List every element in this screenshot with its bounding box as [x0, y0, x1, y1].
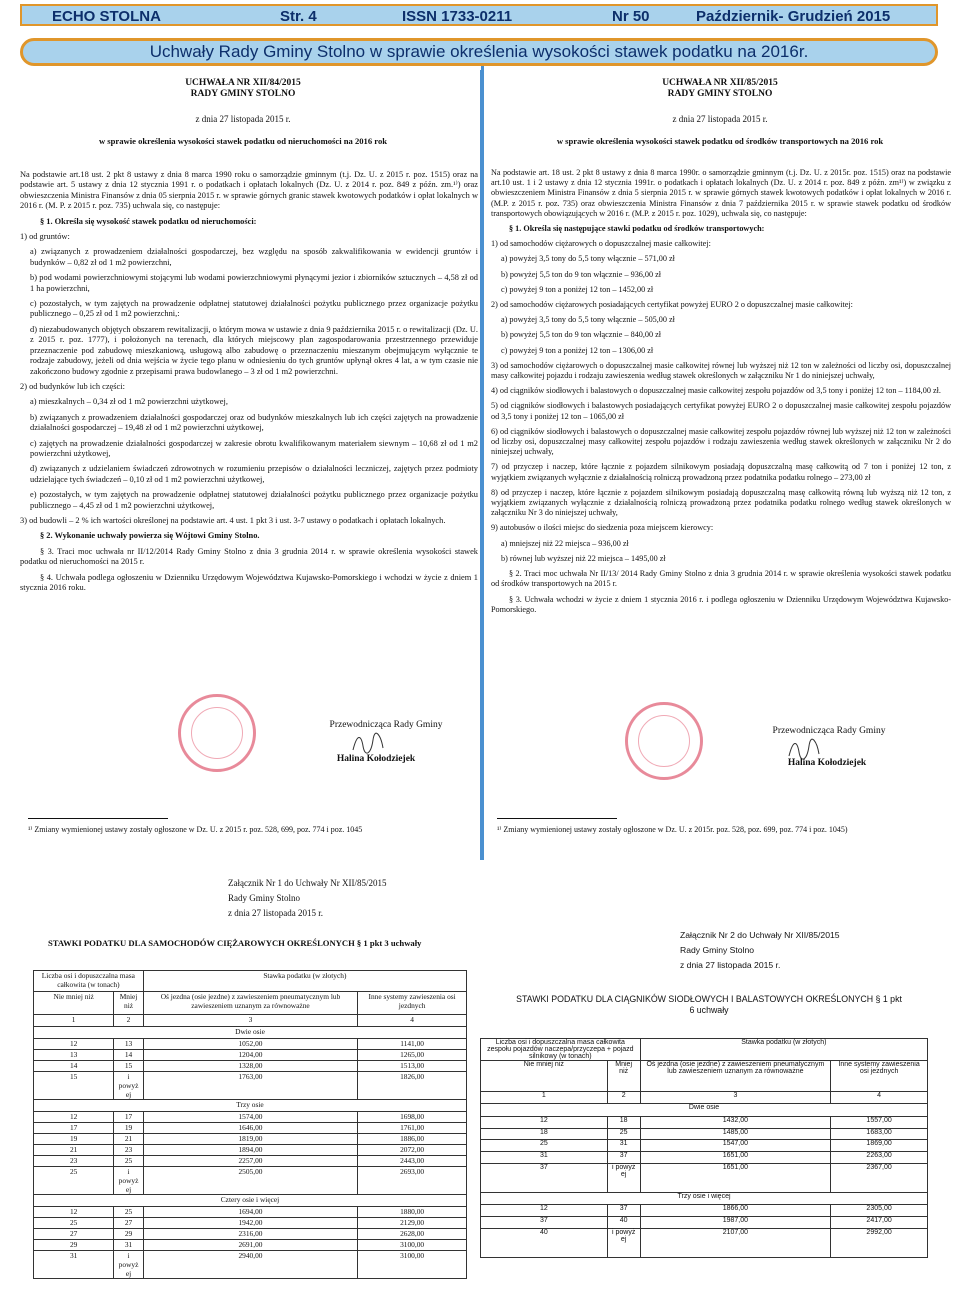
min-mass: 14	[34, 1061, 114, 1072]
resolution-title: UCHWAŁA NR XII/84/2015	[185, 78, 301, 88]
column-number: 4	[831, 1092, 928, 1104]
table-row	[34, 1134, 467, 1145]
item-buildings-a: a) mieszkalnych – 0,34 zł od 1 m2 powierzchni użytkowej,	[30, 397, 228, 407]
rate-pneumatic: 1651,00	[640, 1152, 831, 1164]
max-mass: 37	[607, 1205, 640, 1217]
item-land-c: c) pozostałych, w tym zajętych na prowadzenie odpłatnej statutowej działalności pożytku publicznego przez organizacje pożytku publicznego – 0,25 zł od 1 m2 powierzchni,:	[30, 299, 478, 319]
axle-group-label: Trzy osie i więcej	[481, 1193, 928, 1205]
table-row	[481, 1217, 928, 1229]
issue-period: Październik- Grudzień 2015	[696, 8, 891, 25]
item-2: 2) od samochodów ciężarowych posiadających certyfikat powyżej EURO 2 o dopuszczalnej masie całkowitej:	[491, 300, 853, 310]
min-mass: 18	[481, 1128, 608, 1140]
rate-other: 1826,00	[358, 1072, 467, 1100]
annex1-title: STAWKI PODATKU DLA SAMOCHODÓW CIĘŻAROWYCH OKREŚLONYCH § 1 pkt 3 uchwały	[48, 938, 422, 948]
item-5: 5) od ciągników siodłowych i balastowych posiadających certyfikat powyżej EURO 2 o dopuszczalnej masie całkowitej zespołu pojazdów od 3,5 tony i poniżej 12 ton – 1065,00 zł	[491, 401, 951, 421]
max-mass: 31	[114, 1240, 143, 1251]
header-min: Nie mniej niż	[481, 1061, 608, 1092]
max-mass: 19	[114, 1123, 143, 1134]
rate-pneumatic: 1204,00	[143, 1050, 357, 1061]
footnote: ¹⁾ Zmiany wymienionej ustawy zostały ogłoszone w Dz. U. z 2015 r. poz. 528, 699, poz. 774 i poz. 1045	[28, 825, 363, 834]
signature-scribble	[351, 732, 385, 756]
rate-pneumatic: 1866,00	[640, 1205, 831, 1217]
group-row	[34, 1027, 467, 1039]
table-row	[481, 1152, 928, 1164]
max-mass: i powyż ej	[114, 1251, 143, 1279]
header-less: Mniej niż	[607, 1061, 640, 1092]
min-mass: 23	[34, 1156, 114, 1167]
rate-other: 1141,00	[358, 1039, 467, 1050]
resolution-property-tax	[6, 70, 483, 860]
header-row	[481, 1039, 928, 1061]
max-mass: 15	[114, 1061, 143, 1072]
header-row	[481, 1061, 928, 1092]
council-seal-stamp	[625, 702, 703, 780]
table-row	[481, 1140, 928, 1152]
max-mass: 13	[114, 1039, 143, 1050]
footnote-rule	[497, 818, 617, 819]
header-other: Inne systemy zawieszenia osi jezdnych	[358, 992, 467, 1015]
annex2-title-line1: STAWKI PODATKU DLA CIĄGNIKÓW SIODŁOWYCH I BALASTOWYCH OKREŚLONYCH § 1 pkt	[516, 994, 902, 1004]
item-buildings: 2) od budynków lub ich części:	[20, 381, 125, 391]
rate-pneumatic: 1894,00	[143, 1145, 357, 1156]
min-mass: 17	[34, 1123, 114, 1134]
min-mass: 21	[34, 1145, 114, 1156]
max-mass: 29	[114, 1229, 143, 1240]
rate-pneumatic: 2505,00	[143, 1167, 357, 1195]
annex2-date: z dnia 27 listopada 2015 r.	[680, 960, 781, 970]
item-land-a: a) związanych z prowadzeniem działalności gospodarczej, bez względu na sposób zakwalifikowania w ewidencji gruntów i budynków – 0,82 zł od 1 m2 powierzchni,	[30, 247, 478, 267]
rate-pneumatic: 1987,00	[640, 1217, 831, 1229]
min-mass: 12	[481, 1116, 608, 1128]
max-mass: 37	[607, 1152, 640, 1164]
column-number: 1	[34, 1015, 114, 1027]
section-banner: Uchwały Rady Gminy Stolno w sprawie określenia wysokości stawek podatku na 2016r.	[20, 38, 938, 66]
resolution-transport-tax	[487, 70, 953, 860]
min-mass: 12	[481, 1205, 608, 1217]
rate-other: 2693,00	[358, 1167, 467, 1195]
column-number: 2	[114, 1015, 143, 1027]
item-structures: 3) od budowli – 2 % ich wartości określonej na podstawie art. 4 ust. 1 pkt 3 i ust. 3-7 ustawy o podatkach i opłatach lokalnych.	[20, 515, 446, 525]
item-land: 1) od gruntów:	[20, 232, 70, 242]
rate-pneumatic: 1651,00	[640, 1163, 831, 1192]
min-mass: 13	[34, 1050, 114, 1061]
rate-other: 2443,00	[358, 1156, 467, 1167]
item-1a: a) powyżej 3,5 tony do 5,5 tony włącznie – 571,00 zł	[501, 254, 675, 264]
header-pneumatic: Oś jezdna (osie jezdne) z zawieszeniem pneumatycznym lub zawieszeniem uznanym za równoważne	[640, 1061, 831, 1092]
table-row	[34, 1207, 467, 1218]
annex2-title-line2: 6 uchwały	[689, 1005, 729, 1015]
rate-pneumatic: 1819,00	[143, 1134, 357, 1145]
min-mass: 25	[34, 1218, 114, 1229]
min-mass: 27	[34, 1229, 114, 1240]
max-mass: 31	[607, 1140, 640, 1152]
max-mass: i powyż ej	[114, 1072, 143, 1100]
header-rate: Stawka podatku (w złotych)	[640, 1039, 927, 1061]
table-row	[34, 1112, 467, 1123]
item-8: 8) od przyczep i naczep, które łącznie z pojazdem silnikowym posiadają dopuszczalną masę całkowitą równą lub wyższą niż 12 ton, z wyjątkiem związanych wyłącznie z działalnością rolniczą prowadzoną przez podatnika podatku rolnego według stawek określonych w załączniku Nr 3 do niniejszej uchwały,	[491, 487, 951, 518]
min-mass: 25	[481, 1140, 608, 1152]
item-buildings-b: b) związanych z prowadzeniem działalności gospodarczej oraz od budynków mieszkalnych lub ich części zajętych na prowadzenie działalności gospodarczej – 19,48 zł od 1 m2 powierzchni użytkowej,	[30, 412, 478, 433]
item-2b: b) powyżej 5,5 ton do 9 ton włącznie – 840,00 zł	[501, 330, 662, 340]
column-number-row	[34, 1015, 467, 1027]
rate-other: 1880,00	[358, 1207, 467, 1218]
item-buildings-e: e) pozostałych, w tym zajętych na prowadzenie odpłatnej statutowej działalności pożytku publicznego przez organizacje pożytku publicznego – 4,45 zł od 1 m2 powierzchni użytkowej,	[30, 490, 478, 510]
item-4: 4) od ciągników siodłowych i balastowych o dopuszczalnej masie całkowitej zespołu pojazdów od 3,5 tony i poniżej 12 ton – 1184,00 zł.	[491, 386, 941, 396]
rate-other: 2992,00	[831, 1229, 928, 1258]
table-row	[481, 1229, 928, 1258]
header-other: Inne systemy zawieszenia osi jezdnych	[831, 1061, 928, 1092]
table-row	[34, 1072, 467, 1100]
min-mass: 12	[34, 1112, 114, 1123]
axle-group-label: Trzy osie	[34, 1100, 467, 1112]
group-row	[34, 1195, 467, 1207]
rate-other: 2628,00	[358, 1229, 467, 1240]
item-9a: a) mniejszej niż 22 miejsca – 936,00 zł	[501, 538, 629, 548]
min-mass: 15	[34, 1072, 114, 1100]
max-mass: 17	[114, 1112, 143, 1123]
item-9: 9) autobusów o ilości miejsc do siedzenia poza miejscem kierowcy:	[491, 523, 714, 533]
rate-pneumatic: 2316,00	[143, 1229, 357, 1240]
resolution-date: z dnia 27 listopada 2015 r.	[195, 114, 291, 124]
paragraph-1: § 1. Określa się następujące stawki podatku od środków transportowych:	[509, 224, 765, 234]
axle-group-label: Dwie osie	[481, 1104, 928, 1116]
table-row	[34, 1229, 467, 1240]
group-row	[481, 1104, 928, 1116]
annex2-meta	[680, 928, 840, 973]
rate-pneumatic: 1763,00	[143, 1072, 357, 1100]
table-row	[34, 1123, 467, 1134]
header-less: Mniej niż	[114, 992, 143, 1015]
rate-other: 2129,00	[358, 1218, 467, 1229]
min-mass: 31	[34, 1251, 114, 1279]
annex1-date: z dnia 27 listopada 2015 r.	[228, 908, 323, 918]
resolution-council: RADY GMINY STOLNO	[667, 89, 773, 99]
rate-pneumatic: 2691,00	[143, 1240, 357, 1251]
group-row	[34, 1100, 467, 1112]
max-mass: 25	[607, 1128, 640, 1140]
annex2-title	[484, 994, 934, 1016]
rate-other: 1513,00	[358, 1061, 467, 1072]
min-mass: 19	[34, 1134, 114, 1145]
min-mass: 29	[34, 1240, 114, 1251]
preamble: Na podstawie art.18 ust. 2 pkt 8 ustawy z dnia 8 marca 1990 roku o samorządzie gminnym (t.j. Dz. U. z 2015 r. poz. 1515) oraz na podstawie art. 5 ustawy z dnia 12 stycznia 1991 r. o podatkach i opłatach lokalnych (Dz. U. z 2014 r. poz. 849 z późn. zm.¹⁾) oraz obwieszczenia Ministra Finansów z dnia 05 sierpnia 2015 r. w sprawie górnych granic stawek kwotowych podatków i opłat lokalnych w 2016 r. (M. P. z 2015 r. poz. 735) uchwala się, co następuje:	[20, 170, 478, 211]
rate-pneumatic: 2257,00	[143, 1156, 357, 1167]
header-axles: Liczba osi i dopuszczalna masa całkowita (w tonach)	[34, 971, 144, 992]
header-min: Nie mniej niż	[34, 992, 114, 1015]
max-mass: 25	[114, 1207, 143, 1218]
annex2-rate-table	[480, 1038, 928, 1258]
item-7: 7) od przyczep i naczep, które łącznie z pojazdem silnikowym posiadają dopuszczalną masę całkowitą od 7 ton i poniżej 12 ton, z wyjątkiem związanych wyłącznie z działalnością rolniczą prowadzoną przez podatnika podatku rolnego – 273,00 zł	[491, 462, 951, 482]
rate-pneumatic: 1574,00	[143, 1112, 357, 1123]
rate-pneumatic: 1328,00	[143, 1061, 357, 1072]
max-mass: 40	[607, 1217, 640, 1229]
rate-other: 1557,00	[831, 1116, 928, 1128]
table-row	[34, 1061, 467, 1072]
max-mass: 18	[607, 1116, 640, 1128]
rate-other: 2417,00	[831, 1217, 928, 1229]
rate-other: 1886,00	[358, 1134, 467, 1145]
table-row	[481, 1205, 928, 1217]
rate-other: 2367,00	[831, 1163, 928, 1192]
min-mass: 12	[34, 1039, 114, 1050]
rate-pneumatic: 2107,00	[640, 1229, 831, 1258]
table-row	[34, 1240, 467, 1251]
max-mass: 23	[114, 1145, 143, 1156]
item-1: 1) od samochodów ciężarowych o dopuszczalnej masie całkowitej:	[491, 239, 711, 249]
item-1c: c) powyżej 9 ton a poniżej 12 ton – 1452,00 zł	[501, 284, 654, 294]
table-row	[34, 1039, 467, 1050]
council-seal-stamp	[178, 694, 256, 772]
header-axles: Liczba osi i dopuszczalna masa całkowita zespołu pojazdów naczepa/przyczepa + pojazd silnikowy (w tonach)	[481, 1039, 641, 1061]
column-number: 1	[481, 1092, 608, 1104]
column-number-row	[481, 1092, 928, 1104]
max-mass: 21	[114, 1134, 143, 1145]
rate-pneumatic: 2940,00	[143, 1251, 357, 1279]
rate-other: 2305,00	[831, 1205, 928, 1217]
min-mass: 37	[481, 1163, 608, 1192]
item-9b: b) równej lub wyższej niż 22 miejsca – 1495,00 zł	[501, 553, 666, 563]
footnote: ¹⁾ Zmiany wymienionej ustawy zostały ogłoszone w Dz. U. z 2015r. poz. 528, poz. 699, poz. 774 i poz. 1045)	[497, 825, 848, 834]
resolution-subject: w sprawie określenia wysokości stawek podatku od środków transportowych na 2016 rok	[556, 136, 884, 146]
rate-pneumatic: 1694,00	[143, 1207, 357, 1218]
item-buildings-c: c) zajętych na prowadzenie działalności gospodarczej w zakresie obrotu kwalifikowanym materiałem siewnym – 10,68 zł od 1 m2 powierzchni użytkowej,	[30, 438, 478, 458]
min-mass: 37	[481, 1217, 608, 1229]
rate-pneumatic: 1547,00	[640, 1140, 831, 1152]
column-number: 3	[143, 1015, 357, 1027]
header-rate: Stawka podatku (w złotych)	[143, 971, 466, 992]
paragraph-2: § 2. Traci moc uchwała Nr II/13/ 2014 Rady Gminy Stolno z dnia 3 grudnia 2014 r. w sprawie określenia wysokości stawek podatku od środków transportowych na 2015 r.	[491, 569, 951, 589]
column-number: 4	[358, 1015, 467, 1027]
rate-other: 1698,00	[358, 1112, 467, 1123]
rate-pneumatic: 1052,00	[143, 1039, 357, 1050]
annex2-ref: Załącznik Nr 2 do Uchwały Nr XII/85/2015	[680, 930, 840, 940]
table-row	[481, 1163, 928, 1192]
rate-other: 1265,00	[358, 1050, 467, 1061]
issn: ISSN 1733-0211	[402, 8, 513, 25]
rate-pneumatic: 1942,00	[143, 1218, 357, 1229]
header-pneumatic: Oś jezdna (osie jezdne) z zawieszeniem pneumatycznym lub zawieszeniem uznanym za równoważne	[143, 992, 357, 1015]
axle-group-label: Dwie osie	[34, 1027, 467, 1039]
axle-group-label: Cztery osie i więcej	[34, 1195, 467, 1207]
paragraph-1: § 1. Określa się wysokość stawek podatku od nieruchomości:	[40, 216, 257, 226]
rate-other: 3100,00	[358, 1251, 467, 1279]
rate-pneumatic: 1646,00	[143, 1123, 357, 1134]
rate-other: 1761,00	[358, 1123, 467, 1134]
table-row	[34, 1145, 467, 1156]
annex1-rate-table	[33, 970, 467, 1279]
min-mass: 31	[481, 1152, 608, 1164]
resolution-subject: w sprawie określenia wysokości stawek podatku od nieruchomości na 2016 rok	[98, 136, 388, 146]
item-1b: b) powyżej 5,5 ton do 9 ton włącznie – 936,00 zł	[501, 269, 662, 279]
paragraph-2: § 2. Wykonanie uchwały powierza się Wójtowi Gminy Stolno.	[40, 531, 260, 541]
item-land-b: b) pod wodami powierzchniowymi stojącymi lub wodami powierzchniowymi płynącymi jezior i zbiorników sztucznych – 4,58 zł od 1 ha powierzchni,	[30, 273, 478, 293]
table-row	[34, 1156, 467, 1167]
item-buildings-d: d) związanych z udzielaniem świadczeń zdrowotnych w rozumieniu przepisów o działalności leczniczej, zajętych przez podmioty udzielające tych świadczeń – 0,10 zł od 1 m2 powierzchni użytkowej,	[30, 464, 478, 484]
signature-name: Halina Kołodziejek	[336, 754, 416, 764]
annex1-meta	[228, 876, 386, 921]
table-row	[481, 1116, 928, 1128]
rate-other: 3100,00	[358, 1240, 467, 1251]
rate-pneumatic: 1485,00	[640, 1128, 831, 1140]
newspaper-name: ECHO STOLNA	[52, 8, 161, 25]
resolution-date: z dnia 27 listopada 2015 r.	[672, 114, 768, 124]
signature-role: Przewodnicząca Rady Gminy	[329, 720, 443, 730]
item-3: 3) od samochodów ciężarowych o dopuszczalnej masie całkowitej równej lub wyższej niż 12 ton w zależności od liczby osi, dopuszczalnej masy całkowitej pojazdu i rodzaju zawieszenia według stawek określonych w załączniku Nr 1 do niniejszej uchwały,	[491, 360, 951, 381]
rate-other: 1869,00	[831, 1140, 928, 1152]
paragraph-4: § 4. Uchwała podlega ogłoszeniu w Dzienniku Urzędowym Województwa Kujawsko-Pomorskiego i wchodzi w życie z dniem 1 stycznia 2016 roku.	[20, 572, 478, 592]
max-mass: i powyż ej	[607, 1163, 640, 1192]
table-row	[34, 1050, 467, 1061]
signature-role: Przewodnicząca Rady Gminy	[772, 726, 886, 736]
annex1-ref: Załącznik Nr 1 do Uchwały Nr XII/85/2015	[228, 878, 387, 888]
annex2-council: Rady Gminy Stolno	[680, 945, 755, 955]
max-mass: 27	[114, 1218, 143, 1229]
paragraph-3: § 3. Uchwała wchodzi w życie z dniem 1 stycznia 2016 r. i podlega ogłoszeniu w Dzienniku Urzędowym Województwa Kujawsko-Pomorskiego.	[491, 594, 951, 614]
rate-pneumatic: 1432,00	[640, 1116, 831, 1128]
page-number: Str. 4	[280, 8, 317, 25]
paragraph-3: § 3. Traci moc uchwała nr II/12/2014 Rady Gminy Stolno z dnia 3 grudnia 2014 r. w sprawie określenia wysokości stawek podatku od nieruchomości na 2015 r.	[20, 546, 478, 567]
item-2c: c) powyżej 9 ton a poniżej 12 ton – 1306,00 zł	[501, 345, 654, 355]
max-mass: i powyż ej	[114, 1167, 143, 1195]
item-6: 6) od ciągników siodłowych i balastowych o dopuszczalnej masie całkowitej zespołu pojazdów równej lub wyższej niż 12 ton w zależności od liczby osi, dopuszczalnej masy całkowitej zespołu pojazdów i rodzaju zawieszenia według stawek określonych w załączniku Nr 2 do niniejszej uchwały,	[491, 426, 951, 457]
item-2a: a) powyżej 3,5 tony do 5,5 tony włącznie – 505,00 zł	[501, 315, 675, 325]
min-mass: 12	[34, 1207, 114, 1218]
table-row	[34, 1167, 467, 1195]
min-mass: 25	[34, 1167, 114, 1195]
resolution-council: RADY GMINY STOLNO	[190, 89, 296, 99]
rate-other: 2263,00	[831, 1152, 928, 1164]
annex1-council: Rady Gminy Stolno	[228, 893, 301, 903]
header-row	[34, 992, 467, 1015]
column-number: 3	[640, 1092, 831, 1104]
issue-number: Nr 50	[612, 8, 650, 25]
signature-name: Halina Kołodziejek	[787, 758, 867, 768]
resolution-title: UCHWAŁA NR XII/85/2015	[662, 78, 778, 88]
column-number: 2	[607, 1092, 640, 1104]
table-row	[34, 1218, 467, 1229]
masthead	[20, 4, 938, 26]
table-row	[34, 1251, 467, 1279]
max-mass: 14	[114, 1050, 143, 1061]
item-land-d: d) niezabudowanych objętych obszarem rewitalizacji, o którym mowa w ustawie z dnia 9 października 2015 r. o rewitalizacji (Dz. U. z 2015 r. poz. 1777), i położonych na terenach, dla których miejscowy plan zagospodarowania przestrzennego przewiduje przeznaczenie pod zabudowę mieszkaniową, usługową albo zabudowę o przeznaczeniu mieszanym obejmującym wyłącznie te rodzaje zabudowy, jeżeli od dnia wejścia w życie tego planu w odniesieniu do tych gruntów upłynął okres 4 lat, a w tym czasie nie zakończono budowy zgodnie z przepisami prawa budowlanego – 3 zł od 1 m2 powierzchni.	[30, 324, 478, 376]
rate-other: 2072,00	[358, 1145, 467, 1156]
table-row	[481, 1128, 928, 1140]
max-mass: 25	[114, 1156, 143, 1167]
preamble: Na podstawie art. 18 ust. 2 pkt 8 ustawy z dnia 8 marca 1990r. o samorządzie gminnym (t.j. Dz. U. z 2015r. poz. 1515) oraz na podstawie art.10 ust. 1 i 2 ustawy z dnia 12 stycznia 1991r. o podatkach i opłatach lokalnych (Dz. U. z 2014 r. poz. 849 z późn. zm¹⁾) w związku z obwieszczeniem Ministra Finansów z dnia 5 sierpnia 2015 r. w sprawie górnych stawek kwotowych podatków i opłat lokalnych w 2016 r. (M.P. z 2015 r. poz. 735) oraz obwieszczenia Ministra Finansów z dnia 7 października 2015 r. w sprawie stawek podatku od środków transportowych obowiązujących w 2016 r. (M.P. z 2015 r. poz. 1029), uchwala się, co następuje:	[491, 168, 951, 218]
min-mass: 40	[481, 1229, 608, 1258]
header-row	[34, 971, 467, 992]
footnote-rule	[28, 818, 168, 819]
rate-other: 1683,00	[831, 1128, 928, 1140]
max-mass: i powyż ej	[607, 1229, 640, 1258]
group-row	[481, 1193, 928, 1205]
